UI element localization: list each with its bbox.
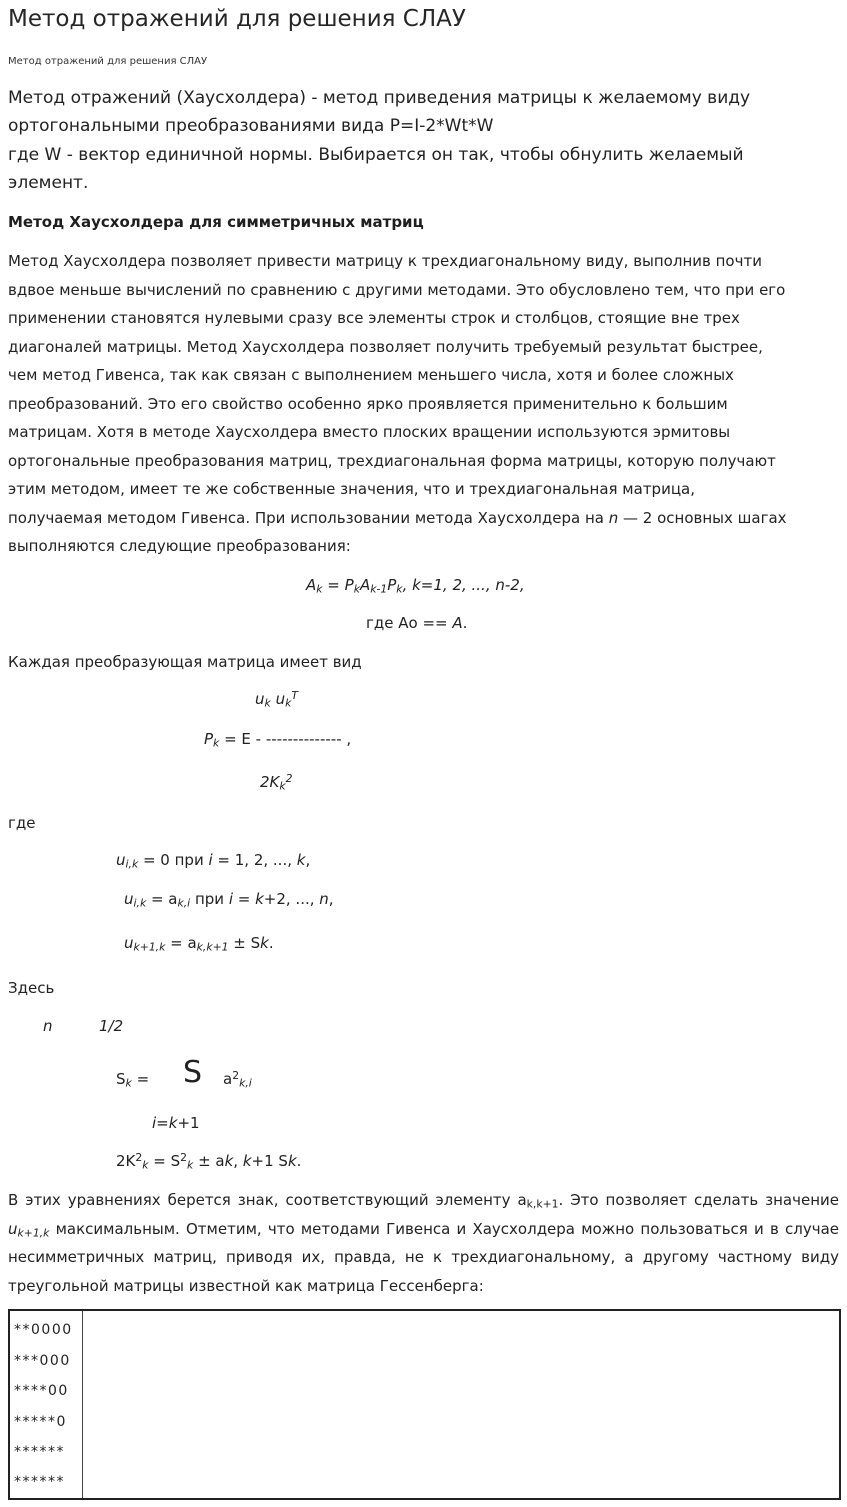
paragraph-line: Каждая преобразующая матрица имеет вид	[8, 653, 362, 671]
hessenberg-matrix-table	[8, 1309, 841, 1500]
lead-line: ортогональными преобразованиями вида P=I-2*Wt*W	[8, 116, 494, 136]
lead-line: где W - вектор единичной нормы. Выбирается он так, чтобы обнулить желаемый	[8, 145, 744, 165]
breadcrumb[interactable]: Метод отражений для решения СЛАУ	[8, 56, 208, 67]
matrix-row: ***000	[14, 1353, 71, 1369]
formula-ak: $A_k = P_kA_{k-1}P_k$, k=1, 2, ..., n-2,	[306, 576, 525, 596]
matrix-row: ****00	[14, 1383, 69, 1399]
page-title: Метод отражений для решения СЛАУ	[8, 6, 466, 32]
matrix-cell	[10, 1311, 83, 1498]
paragraph-line: чем метод Гивенса, так как связан с выполнением меньшего числа, хотя и более сложных	[8, 366, 734, 384]
sigma-symbol: S	[183, 1055, 203, 1090]
paragraph-line: выполняются следующие преобразования:	[8, 537, 351, 555]
paragraph-line: преобразований. Это его свойство особенно ярко проявляется применительно к большим	[8, 395, 728, 413]
formula-pk-numerator: $u_k$ $u_k^T$	[255, 689, 298, 710]
paragraph-line: ортогональные преобразования матриц, трехдиагональная форма матрицы, которую получают	[8, 452, 776, 470]
formula-u-k1: $u_{k+1,k} = a_{k,k+1} \pm Sk$.	[124, 934, 274, 954]
paragraph-line: Метод Хаусхолдера позволяет привести матрицу к трехдиагональному виду, выполнив почти	[8, 252, 762, 270]
formula-u-zero: $u_{i,k} = 0$ при i = 1, 2, ..., k,	[116, 851, 311, 871]
paragraph-hessenberg: В этих уравнениях берется знак, соответствующий элементу $a_{k,k+1}$. Это позволяет сделать значение $u_{k+1,k}$ максимальным. Отметим, что методами Гивенса и Хаусхолдера можно пользоваться и в случае несимметричных матриц, приводя их, правда, не к трехдиагональному, а другому частному виду треугольной матрицы известной как матрица Гессенберга:	[8, 1191, 839, 1295]
formula-sk: $S_k$ =	[116, 1070, 150, 1090]
paragraph-line: получаемая методом Гивенса. При использовании метода Хаусхолдера на n — 2 основных шагах	[8, 509, 787, 527]
paragraph-line: вдвое меньше вычислений по сравнению с другими методами. Это обусловлено тем, что при его	[8, 281, 786, 299]
formula-pk-denominator: $2K_k^2$	[260, 772, 293, 793]
matrix-row: *****0	[14, 1414, 67, 1430]
sum-upper-limit: n	[43, 1017, 53, 1035]
formula-2k2: $2K^2_k = S^2_k$ ± ak, k+1 Sk.	[116, 1151, 302, 1172]
formula-pk: $P_k = E$ - -------------- ,	[204, 730, 352, 750]
matrix-row: **0000	[14, 1322, 73, 1338]
section-heading: Метод Хаусхолдера для симметричных матриц	[8, 213, 424, 231]
paragraph-line: этим методом, имеет те же собственные значения, что и трехдиагональная матрица,	[8, 480, 695, 498]
sum-lower-limit: i=k+1	[152, 1114, 200, 1132]
matrix-row: ******	[14, 1444, 65, 1460]
formula-a0: где Ао == A.	[366, 614, 468, 632]
paragraph-line: Здесь	[8, 979, 55, 997]
paragraph-line: диагоналей матрицы. Метод Хаусхолдера позволяет получить требуемый результат быстрее,	[8, 338, 763, 356]
formula-u-aki: $u_{i,k} = a_{k,i}$ при i = k+2, ..., n,	[124, 890, 334, 910]
paragraph-line: матрицам. Хотя в методе Хаусхолдера вместо плоских вращении используются эрмитовы	[8, 423, 731, 441]
matrix-row: ******	[14, 1474, 65, 1490]
formula-a2ki: $a^2_{k,i}$	[223, 1069, 252, 1090]
paragraph-line: применении становятся нулевыми сразу все элементы строк и столбцов, стоящие вне трех	[8, 309, 740, 327]
lead-line: Метод отражений (Хаусхолдера) - метод приведения матрицы к желаемому виду	[8, 88, 751, 108]
lead-line: элемент.	[8, 173, 89, 193]
paragraph-line: где	[8, 814, 36, 832]
sum-power: 1/2	[99, 1017, 124, 1035]
